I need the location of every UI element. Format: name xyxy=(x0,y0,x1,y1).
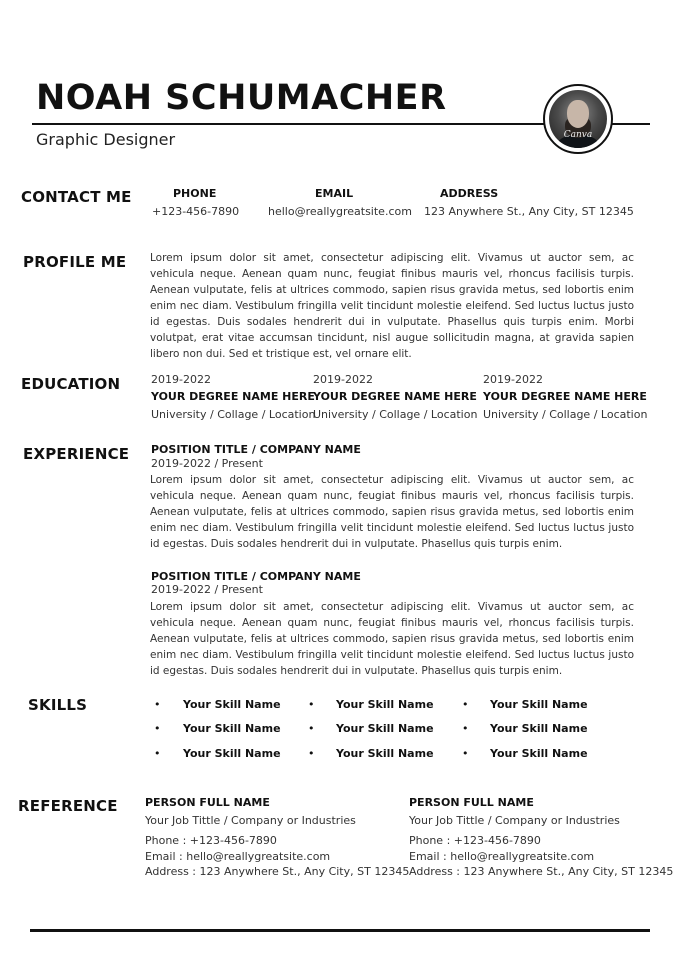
skill-bullet: • xyxy=(462,698,469,711)
education-school: University / Collage / Location xyxy=(313,408,478,421)
experience-dates: 2019-2022 / Present xyxy=(151,583,263,596)
education-degree: YOUR DEGREE NAME HERE xyxy=(313,390,477,403)
education-years: 2019-2022 xyxy=(483,373,543,386)
education-years: 2019-2022 xyxy=(313,373,373,386)
reference-address: Address : 123 Anywhere St., Any City, ST 12345 xyxy=(409,865,674,878)
email-label: EMAIL xyxy=(315,187,354,200)
candidate-name: NOAH SCHUMACHER xyxy=(36,78,447,118)
education-degree: YOUR DEGREE NAME HERE xyxy=(483,390,647,403)
reference-email: Email : hello@reallygreatsite.com xyxy=(145,850,331,863)
reference-role: Your Job Tittle / Company or Industries xyxy=(409,814,620,827)
skill-item: Your Skill Name xyxy=(336,698,434,711)
education-heading: EDUCATION xyxy=(21,375,121,393)
footer-divider xyxy=(30,929,650,932)
education-years: 2019-2022 xyxy=(151,373,211,386)
skill-bullet: • xyxy=(154,747,161,760)
education-school: University / Collage / Location xyxy=(483,408,648,421)
experience-text: Lorem ipsum dolor sit amet, consectetur adipiscing elit. Vivamus ut auctor sem, ac vehicula neque. Aenean quam nunc, feugiat finibus mauris vel, rhoncus facilisis turpis. Aenean vulputate, felis at ultrices commodo, sapien risus gravida metus, sed lobortis enim enim nec diam. Vestibulum fringilla velit tincidunt molestie eleifend. Sed luctus luctus justo id egestas. Duis sodales hendrerit dui in vulputate. Phasellus quis turpis enim. xyxy=(150,601,634,677)
phone-value: +123-456-7890 xyxy=(152,205,240,218)
skill-bullet: • xyxy=(154,698,161,711)
education-degree: YOUR DEGREE NAME HERE xyxy=(151,390,315,403)
contact-heading: CONTACT ME xyxy=(21,188,132,206)
reference-phone: Phone : +123-456-7890 xyxy=(409,834,541,847)
skill-bullet: • xyxy=(154,722,161,735)
skill-item: Your Skill Name xyxy=(183,747,281,760)
photo-face xyxy=(567,100,589,128)
skill-item: Your Skill Name xyxy=(336,722,434,735)
phone-label: PHONE xyxy=(173,187,217,200)
address-value: 123 Anywhere St., Any City, ST 12345 xyxy=(424,205,634,218)
reference-name: PERSON FULL NAME xyxy=(145,796,270,809)
experience-title: POSITION TITLE / COMPANY NAME xyxy=(151,443,361,456)
skill-item: Your Skill Name xyxy=(336,747,434,760)
profile-heading: PROFILE ME xyxy=(23,253,127,271)
skill-bullet: • xyxy=(308,722,315,735)
reference-address: Address : 123 Anywhere St., Any City, ST 12345 xyxy=(145,865,410,878)
skill-bullet: • xyxy=(462,722,469,735)
profile-photo xyxy=(543,84,613,154)
reference-role: Your Job Tittle / Company or Industries xyxy=(145,814,356,827)
skill-item: Your Skill Name xyxy=(490,747,588,760)
skill-item: Your Skill Name xyxy=(490,722,588,735)
skill-bullet: • xyxy=(462,747,469,760)
reference-email: Email : hello@reallygreatsite.com xyxy=(409,850,595,863)
skill-item: Your Skill Name xyxy=(183,698,281,711)
experience-heading: EXPERIENCE xyxy=(23,445,130,463)
experience-text: Lorem ipsum dolor sit amet, consectetur adipiscing elit. Vivamus ut auctor sem, ac vehicula neque. Aenean quam nunc, feugiat finibus mauris vel, rhoncus facilisis turpis. Aenean vulputate, felis at ultrices commodo, sapien risus gravida metus, sed lobortis enim enim nec diam. Vestibulum fringilla velit tincidunt molestie eleifend. Sed luctus luctus justo id egestas. Duis sodales hendrerit dui in vulputate. Phasellus quis turpis enim. xyxy=(150,474,634,550)
experience-title: POSITION TITLE / COMPANY NAME xyxy=(151,570,361,583)
photo-watermark: Canva xyxy=(563,130,593,140)
reference-phone: Phone : +123-456-7890 xyxy=(145,834,277,847)
skill-item: Your Skill Name xyxy=(183,722,281,735)
skill-item: Your Skill Name xyxy=(490,698,588,711)
profile-text: Lorem ipsum dolor sit amet, consectetur adipiscing elit. Vivamus ut auctor sem, ac vehicula neque. Aenean quam nunc, feugiat finibus mauris vel, rhoncus facilisis turpis. Aenean vulputate, felis at ultrices commodo, sapien risus gravida metus, sed lobortis enim enim nec diam. Vestibulum fringilla velit tincidunt molestie eleifend. Sed luctus luctus justo id egestas. Duis sodales hendrerit dui in vulputate. Phasellus quis turpis enim. Morbi volutpat, erat vitae accumsan tincidunt, nisl augue sollicitudin magna, at gravida sapien libero non dui. Sed et tristique est, vel ornare elit. xyxy=(150,252,634,360)
address-label: ADDRESS xyxy=(440,187,499,200)
skills-heading: SKILLS xyxy=(28,696,88,714)
skill-bullet: • xyxy=(308,747,315,760)
photo-image xyxy=(549,90,607,148)
reference-name: PERSON FULL NAME xyxy=(409,796,534,809)
skill-bullet: • xyxy=(308,698,315,711)
reference-heading: REFERENCE xyxy=(18,797,118,815)
education-school: University / Collage / Location xyxy=(151,408,316,421)
email-value: hello@reallygreatsite.com xyxy=(268,205,412,218)
job-title: Graphic Designer xyxy=(36,130,176,149)
experience-dates: 2019-2022 / Present xyxy=(151,457,263,470)
